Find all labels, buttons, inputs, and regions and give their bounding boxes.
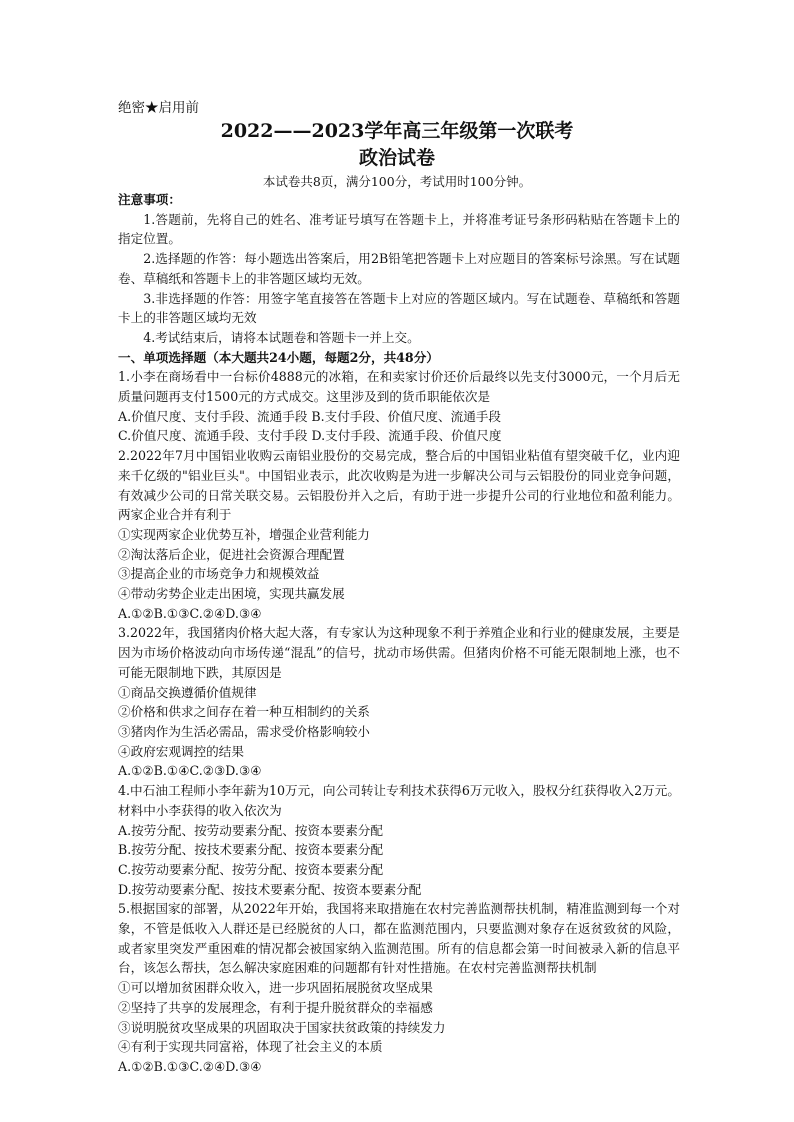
question-stem: 4.中石油工程师小李年薪为10万元，向公司转让专利技术获得6万元收入，股权分红获得收入2万元。材料中小李获得的收入依次为: [118, 783, 680, 818]
note-item: 2.选择题的作答：每小题选出答案后，用2B铅笔把答题卡上对应题目的答案标号涂黑。写在试题卷、草稿纸和答题卡上的非答题区域均无效。: [118, 251, 680, 286]
note-item: 4.考试结束后，请将本试题卷和答题卡一并上交。: [143, 329, 420, 345]
question-option: A.价值尺度、支付手段、流通手段 B.支付手段、价值尺度、流通手段: [118, 408, 501, 424]
subject-title: 政治试卷: [358, 147, 435, 169]
note-item: 3.非选择题的作答：用签字笔直接答在答题卡上对应的答题区域内。写在试题卷、草稿纸和答题卡上的非答题区域均无效: [118, 290, 680, 326]
question-option: B.按劳分配、按技术要素分配、按资本要素分配: [118, 842, 384, 858]
question-option: ③说明脱贫攻坚成果的巩固取决于国家扶贫政策的持续发力: [118, 1019, 446, 1035]
confidential-mark: 绝密★启用前: [118, 100, 199, 116]
question-option: C.按劳动要素分配、按劳分配、按资本要素分配: [118, 861, 384, 877]
question-answers: A.①②B.①③C.②④D.③④: [118, 1058, 262, 1074]
exam-body: [118, 190, 680, 1077]
question-answers: A.①②B.①④C.②③D.③④: [118, 763, 262, 779]
note-item: 1.答题前，先将自己的姓名、准考证号填写在答题卡上，并将准考证号条形码粘贴在答题卡上的指定位置。: [118, 211, 680, 247]
question-option: ②淘汰落后企业，促进社会资源合理配置: [118, 546, 345, 562]
exam-title: 2022——2023学年高三年级第一次联考: [220, 120, 574, 142]
question-option: ③提高企业的市场竞争力和规模效益: [118, 566, 320, 582]
question-answers: A.①②B.①③C.②④D.③④: [118, 605, 262, 621]
question-option: ④政府宏观调控的结果: [118, 743, 244, 759]
question-option: ③猪肉作为生活必需品，需求受价格影响较小: [118, 723, 370, 739]
question-option: ②坚持了共享的发展理念，有利于提升脱贫群众的幸福感: [118, 999, 433, 1015]
notes-heading: 注意事项：: [118, 192, 181, 207]
question-option: A.按劳分配、按劳动要素分配、按资本要素分配: [118, 822, 383, 838]
exam-info: 本试卷共8页，满分100分，考试用时100分钟。: [262, 174, 532, 189]
question-option: ①实现两家企业优势互补，增强企业营利能力: [118, 526, 370, 542]
question-option: C.价值尺度、流通手段、支付手段 D.支付手段、流通手段、价值尺度: [118, 428, 502, 444]
question-option: ②价格和供求之间存在着一种互相制约的关系: [118, 704, 370, 720]
question-option: ①可以增加贫困群众收入，进一步巩固拓展脱贫攻坚成果: [118, 980, 433, 996]
question-stem: 1.小李在商场看中一台标价4888元的冰箱，在和卖家讨价还价后最终以先支付3000元，一个月后无质量问题再支付1500元的方式成交。这里涉及到的货币职能依次是: [118, 369, 680, 405]
question-stem: 5.根据国家的部署，从2022年开始，我国将来取措施在农村完善监测帮扶机制，精准监测到每一个对象，不管是低收入人群还是已经脱贫的人口，都在监测范围内，只要监测对象存在返贫致贫的风险，或者家里突发严重困难的情况都会被国家纳入监测范围。所有的信息都会第一时间被录入新的信息平台，该怎么帮扶，怎么解决家庭困难的问题都有针对性措施。在农村完善监测帮扶机制: [118, 901, 680, 976]
question-option: ①商品交换遵循价值规律: [118, 684, 257, 700]
question-option: ④带动劣势企业走出困境，实现共赢发展: [118, 586, 345, 602]
question-stem: 3.2022年，我国猪肉价格大起大落，有专家认为这种现象不利于养殖企业和行业的健康发展，主要是因为市场价格波动向市场传递“混乱”的信号，扰动市场供需。但猪肉价格不可能无限制地上涨，也不可能无限制地下跌，其原因是: [118, 625, 680, 680]
question-option: D.按劳动要素分配、按技术要素分配、按资本要素分配: [118, 881, 422, 897]
question-option: ④有利于实现共同富裕，体现了社会主义的本质: [118, 1039, 383, 1055]
question-stem: 2.2022年7月中国铝业收购云南铝业股份的交易完成，整合后的中国铝业粘值有望突破千亿，业内迎来千亿级的"铝业巨头"。中国铝业表示，此次收购是为进一步解决公司与云铝股份的同业竞争问题，有效减少公司的日常关联交易。云铝股份并入之后，有助于进一步提升公司的行业地位和盈利能力。两家企业合并有利于: [118, 448, 680, 523]
section-heading: 一、单项选择题（本大题共24小题，每题2分，共48分）: [118, 349, 439, 365]
